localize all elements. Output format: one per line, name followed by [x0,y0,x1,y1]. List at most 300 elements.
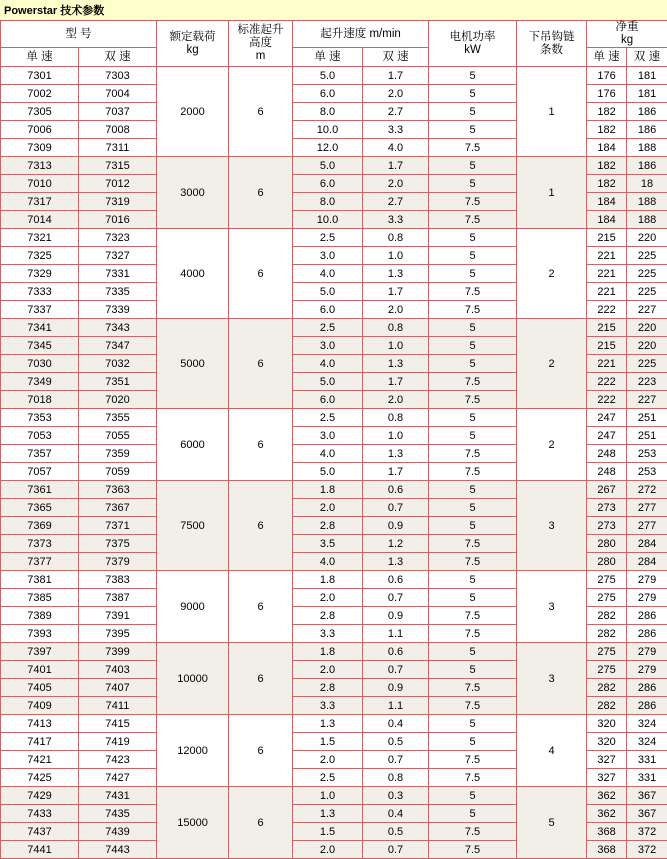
cell-net-weight-single: 248 [587,463,627,481]
cell-model-double: 7016 [79,211,157,229]
cell-model-double: 7423 [79,751,157,769]
cell-net-weight-single: 221 [587,355,627,373]
cell-net-weight-single: 362 [587,805,627,823]
cell-net-weight-double: 220 [627,229,667,247]
cell-motor-power: 5 [429,67,517,85]
cell-rated-load: 10000 [157,643,229,715]
cell-motor-power: 5 [429,355,517,373]
cell-speed-double: 0.8 [363,769,429,787]
cell-net-weight-double: 279 [627,571,667,589]
cell-net-weight-double: 372 [627,841,667,859]
cell-net-weight-double: 220 [627,319,667,337]
cell-motor-power: 7.5 [429,211,517,229]
cell-motor-power: 5 [429,733,517,751]
cell-speed-double: 0.7 [363,841,429,859]
cell-net-weight-double: 188 [627,211,667,229]
cell-net-weight-double: 225 [627,283,667,301]
header-speed-single: 单 速 [293,48,363,67]
cell-motor-power: 7.5 [429,193,517,211]
cell-speed-single: 1.8 [293,571,363,589]
cell-motor-power: 5 [429,589,517,607]
cell-model-double: 7411 [79,697,157,715]
cell-net-weight-double: 279 [627,661,667,679]
cell-motor-power: 7.5 [429,391,517,409]
cell-rated-load: 5000 [157,319,229,409]
cell-model-single: 7361 [1,481,79,499]
cell-net-weight-double: 253 [627,463,667,481]
cell-model-single: 7321 [1,229,79,247]
cell-model-double: 7407 [79,679,157,697]
cell-net-weight-double: 372 [627,823,667,841]
cell-speed-double: 0.9 [363,517,429,535]
cell-speed-double: 1.0 [363,247,429,265]
cell-motor-power: 5 [429,427,517,445]
cell-model-single: 7309 [1,139,79,157]
header-chain-count-line2: 条数 [517,44,586,57]
cell-motor-power: 5 [429,409,517,427]
cell-speed-single: 4.0 [293,553,363,571]
cell-net-weight-double: 186 [627,121,667,139]
cell-speed-double: 0.7 [363,661,429,679]
cell-chain-count: 4 [517,715,587,787]
cell-model-double: 7343 [79,319,157,337]
cell-rated-load: 2000 [157,67,229,157]
cell-net-weight-single: 182 [587,157,627,175]
page-title: Powerstar 技术参数 [4,2,104,18]
cell-net-weight-single: 362 [587,787,627,805]
cell-speed-double: 2.7 [363,103,429,121]
cell-speed-double: 0.7 [363,751,429,769]
cell-motor-power: 7.5 [429,751,517,769]
cell-lift-height: 6 [229,67,293,157]
cell-speed-double: 0.7 [363,499,429,517]
cell-motor-power: 7.5 [429,679,517,697]
cell-net-weight-single: 275 [587,589,627,607]
cell-model-single: 7429 [1,787,79,805]
cell-net-weight-double: 253 [627,445,667,463]
cell-speed-single: 5.0 [293,283,363,301]
cell-motor-power: 5 [429,265,517,283]
cell-net-weight-double: 225 [627,265,667,283]
cell-net-weight-single: 280 [587,535,627,553]
header-model: 型 号 [1,21,157,48]
cell-net-weight-single: 221 [587,247,627,265]
cell-net-weight-double: 181 [627,85,667,103]
cell-model-single: 7425 [1,769,79,787]
cell-speed-single: 1.5 [293,823,363,841]
cell-net-weight-double: 251 [627,427,667,445]
cell-rated-load: 4000 [157,229,229,319]
cell-net-weight-double: 331 [627,769,667,787]
table-row [1,643,667,661]
cell-model-double: 7323 [79,229,157,247]
cell-speed-single: 5.0 [293,67,363,85]
cell-speed-single: 4.0 [293,355,363,373]
cell-speed-single: 6.0 [293,85,363,103]
cell-model-double: 7403 [79,661,157,679]
cell-net-weight-double: 186 [627,157,667,175]
header-lift-height-line3: m [229,50,292,63]
cell-speed-single: 10.0 [293,211,363,229]
cell-speed-double: 0.6 [363,481,429,499]
cell-speed-double: 0.6 [363,571,429,589]
cell-model-single: 7385 [1,589,79,607]
cell-speed-double: 0.4 [363,805,429,823]
cell-net-weight-double: 220 [627,337,667,355]
cell-model-double: 7375 [79,535,157,553]
header-lift-speed: 起升速度 m/min [293,21,429,48]
cell-motor-power: 5 [429,157,517,175]
cell-speed-double: 1.3 [363,355,429,373]
cell-lift-height: 6 [229,409,293,481]
cell-speed-single: 3.3 [293,697,363,715]
cell-net-weight-single: 275 [587,643,627,661]
cell-chain-count: 2 [517,229,587,319]
cell-speed-single: 3.0 [293,247,363,265]
header-net-weight [587,21,667,48]
table-row [1,715,667,733]
cell-speed-single: 8.0 [293,103,363,121]
cell-lift-height: 6 [229,715,293,787]
cell-speed-single: 5.0 [293,463,363,481]
cell-rated-load: 6000 [157,409,229,481]
cell-speed-single: 2.0 [293,841,363,859]
title-bar [0,0,667,20]
cell-chain-count: 1 [517,157,587,229]
cell-model-double: 7355 [79,409,157,427]
header-chain-count-line1: 下吊钩链 [517,31,586,44]
cell-motor-power: 7.5 [429,697,517,715]
cell-speed-single: 2.5 [293,409,363,427]
cell-net-weight-single: 282 [587,679,627,697]
cell-model-double: 7439 [79,823,157,841]
cell-motor-power: 7.5 [429,445,517,463]
cell-net-weight-single: 282 [587,697,627,715]
cell-model-single: 7397 [1,643,79,661]
cell-speed-single: 3.0 [293,337,363,355]
cell-speed-single: 2.0 [293,589,363,607]
cell-speed-single: 1.3 [293,715,363,733]
cell-speed-double: 2.0 [363,175,429,193]
cell-speed-double: 0.7 [363,589,429,607]
cell-speed-single: 3.5 [293,535,363,553]
cell-lift-height: 6 [229,229,293,319]
cell-speed-single: 4.0 [293,445,363,463]
cell-motor-power: 5 [429,661,517,679]
cell-net-weight-double: 181 [627,67,667,85]
cell-model-single: 7409 [1,697,79,715]
cell-motor-power: 7.5 [429,139,517,157]
cell-model-single: 7053 [1,427,79,445]
cell-model-double: 7303 [79,67,157,85]
cell-model-single: 7417 [1,733,79,751]
cell-model-double: 7020 [79,391,157,409]
cell-motor-power: 7.5 [429,283,517,301]
cell-speed-double: 0.8 [363,229,429,247]
cell-speed-single: 2.5 [293,769,363,787]
header-lift-height [229,21,293,67]
cell-model-single: 7305 [1,103,79,121]
cell-motor-power: 5 [429,805,517,823]
cell-speed-single: 2.8 [293,517,363,535]
cell-model-single: 7437 [1,823,79,841]
cell-net-weight-single: 282 [587,607,627,625]
cell-speed-single: 5.0 [293,157,363,175]
cell-model-single: 7405 [1,679,79,697]
cell-speed-double: 1.1 [363,625,429,643]
cell-chain-count: 1 [517,67,587,157]
cell-model-double: 7055 [79,427,157,445]
header-motor-power [429,21,517,67]
cell-net-weight-double: 286 [627,679,667,697]
cell-speed-double: 3.3 [363,121,429,139]
cell-model-single: 7365 [1,499,79,517]
cell-model-single: 7018 [1,391,79,409]
cell-chain-count: 2 [517,409,587,481]
cell-rated-load: 3000 [157,157,229,229]
cell-model-double: 7431 [79,787,157,805]
cell-motor-power: 5 [429,499,517,517]
cell-net-weight-single: 215 [587,337,627,355]
cell-model-single: 7010 [1,175,79,193]
cell-net-weight-single: 222 [587,373,627,391]
header-speed-double: 双 速 [363,48,429,67]
cell-model-single: 7433 [1,805,79,823]
cell-net-weight-double: 223 [627,373,667,391]
cell-model-single: 7014 [1,211,79,229]
cell-model-single: 7030 [1,355,79,373]
cell-net-weight-double: 188 [627,193,667,211]
cell-model-double: 7367 [79,499,157,517]
cell-net-weight-single: 182 [587,121,627,139]
cell-rated-load: 12000 [157,715,229,787]
cell-rated-load: 15000 [157,787,229,859]
cell-model-double: 7315 [79,157,157,175]
cell-model-single: 7345 [1,337,79,355]
cell-net-weight-single: 215 [587,319,627,337]
cell-speed-single: 1.3 [293,805,363,823]
table-row [1,229,667,247]
cell-speed-single: 12.0 [293,139,363,157]
cell-net-weight-double: 286 [627,697,667,715]
cell-speed-double: 2.0 [363,85,429,103]
cell-model-single: 7369 [1,517,79,535]
cell-model-double: 7059 [79,463,157,481]
cell-net-weight-single: 222 [587,391,627,409]
cell-motor-power: 5 [429,643,517,661]
cell-speed-double: 1.3 [363,445,429,463]
cell-net-weight-single: 327 [587,769,627,787]
cell-net-weight-double: 367 [627,805,667,823]
cell-speed-double: 1.0 [363,427,429,445]
table-row [1,787,667,805]
cell-speed-double: 0.8 [363,409,429,427]
cell-model-single: 7377 [1,553,79,571]
cell-model-single: 7393 [1,625,79,643]
cell-model-double: 7347 [79,337,157,355]
cell-chain-count: 3 [517,643,587,715]
cell-motor-power: 5 [429,229,517,247]
cell-model-double: 7363 [79,481,157,499]
cell-net-weight-single: 182 [587,175,627,193]
cell-model-single: 7301 [1,67,79,85]
cell-speed-single: 2.8 [293,679,363,697]
cell-net-weight-single: 275 [587,661,627,679]
table-row [1,481,667,499]
header-net-weight-line1: 净重 [587,21,667,34]
cell-speed-double: 1.7 [363,373,429,391]
header-lift-height-line1: 标准起升 [229,24,292,37]
cell-speed-single: 6.0 [293,301,363,319]
cell-speed-single: 2.5 [293,229,363,247]
table-row [1,67,667,85]
cell-model-double: 7008 [79,121,157,139]
cell-motor-power: 7.5 [429,841,517,859]
cell-net-weight-double: 324 [627,733,667,751]
cell-speed-double: 0.5 [363,823,429,841]
cell-net-weight-single: 184 [587,211,627,229]
cell-net-weight-double: 286 [627,607,667,625]
cell-model-single: 7381 [1,571,79,589]
cell-speed-double: 1.3 [363,265,429,283]
cell-model-single: 7337 [1,301,79,319]
cell-net-weight-double: 277 [627,517,667,535]
cell-model-double: 7371 [79,517,157,535]
cell-model-double: 7391 [79,607,157,625]
header-rated-load-line1: 额定载荷 [157,31,228,44]
cell-motor-power: 7.5 [429,769,517,787]
table-body [1,67,667,859]
cell-speed-double: 3.3 [363,211,429,229]
table-row [1,409,667,427]
cell-motor-power: 5 [429,319,517,337]
cell-speed-double: 2.7 [363,193,429,211]
header-rated-load-line2: kg [157,44,228,57]
cell-motor-power: 7.5 [429,625,517,643]
cell-model-double: 7359 [79,445,157,463]
cell-model-single: 7349 [1,373,79,391]
cell-net-weight-single: 282 [587,625,627,643]
cell-model-single: 7353 [1,409,79,427]
cell-model-single: 7401 [1,661,79,679]
cell-model-double: 7399 [79,643,157,661]
table-row [1,571,667,589]
cell-speed-double: 4.0 [363,139,429,157]
cell-model-double: 7383 [79,571,157,589]
header-model-single: 单 速 [1,48,79,67]
cell-net-weight-single: 327 [587,751,627,769]
cell-net-weight-double: 225 [627,247,667,265]
header-weight-double: 双 速 [627,48,667,67]
cell-model-single: 7341 [1,319,79,337]
cell-net-weight-double: 227 [627,301,667,319]
header-rated-load [157,21,229,67]
cell-model-double: 7331 [79,265,157,283]
cell-net-weight-double: 277 [627,499,667,517]
cell-motor-power: 5 [429,85,517,103]
cell-motor-power: 7.5 [429,607,517,625]
cell-motor-power: 5 [429,337,517,355]
cell-net-weight-single: 320 [587,733,627,751]
cell-net-weight-double: 284 [627,535,667,553]
cell-net-weight-double: 251 [627,409,667,427]
cell-motor-power: 7.5 [429,535,517,553]
cell-model-double: 7012 [79,175,157,193]
cell-model-single: 7057 [1,463,79,481]
cell-motor-power: 7.5 [429,463,517,481]
cell-model-single: 7325 [1,247,79,265]
cell-motor-power: 5 [429,481,517,499]
cell-speed-double: 0.8 [363,319,429,337]
cell-motor-power: 5 [429,715,517,733]
cell-net-weight-double: 225 [627,355,667,373]
cell-model-single: 7313 [1,157,79,175]
header-net-weight-line2: kg [587,34,667,47]
cell-speed-double: 0.5 [363,733,429,751]
cell-speed-single: 5.0 [293,373,363,391]
cell-speed-single: 3.3 [293,625,363,643]
cell-chain-count: 3 [517,481,587,571]
cell-model-double: 7395 [79,625,157,643]
cell-chain-count: 3 [517,571,587,643]
cell-model-double: 7032 [79,355,157,373]
header-row-top [1,21,667,48]
cell-net-weight-double: 227 [627,391,667,409]
cell-model-double: 7311 [79,139,157,157]
cell-motor-power: 5 [429,247,517,265]
cell-speed-single: 10.0 [293,121,363,139]
cell-model-double: 7335 [79,283,157,301]
cell-motor-power: 7.5 [429,553,517,571]
cell-net-weight-single: 247 [587,409,627,427]
cell-speed-single: 1.8 [293,481,363,499]
cell-net-weight-double: 279 [627,643,667,661]
table-row [1,157,667,175]
cell-motor-power: 5 [429,517,517,535]
cell-model-double: 7435 [79,805,157,823]
cell-speed-double: 1.7 [363,67,429,85]
cell-net-weight-single: 176 [587,67,627,85]
cell-model-double: 7037 [79,103,157,121]
cell-motor-power: 7.5 [429,301,517,319]
cell-net-weight-single: 267 [587,481,627,499]
cell-model-single: 7413 [1,715,79,733]
cell-model-double: 7327 [79,247,157,265]
cell-model-double: 7387 [79,589,157,607]
cell-net-weight-double: 186 [627,103,667,121]
cell-model-double: 7427 [79,769,157,787]
cell-model-single: 7329 [1,265,79,283]
cell-model-double: 7443 [79,841,157,859]
cell-motor-power: 5 [429,103,517,121]
cell-model-double: 7004 [79,85,157,103]
cell-chain-count: 2 [517,319,587,409]
cell-net-weight-single: 184 [587,193,627,211]
cell-speed-double: 1.7 [363,283,429,301]
cell-net-weight-single: 275 [587,571,627,589]
cell-lift-height: 6 [229,643,293,715]
cell-model-single: 7373 [1,535,79,553]
cell-speed-single: 2.0 [293,751,363,769]
header-chain-count [517,21,587,67]
cell-speed-double: 0.9 [363,607,429,625]
cell-speed-single: 2.5 [293,319,363,337]
cell-lift-height: 6 [229,571,293,643]
cell-motor-power: 7.5 [429,823,517,841]
cell-speed-single: 8.0 [293,193,363,211]
cell-net-weight-double: 324 [627,715,667,733]
cell-net-weight-single: 248 [587,445,627,463]
